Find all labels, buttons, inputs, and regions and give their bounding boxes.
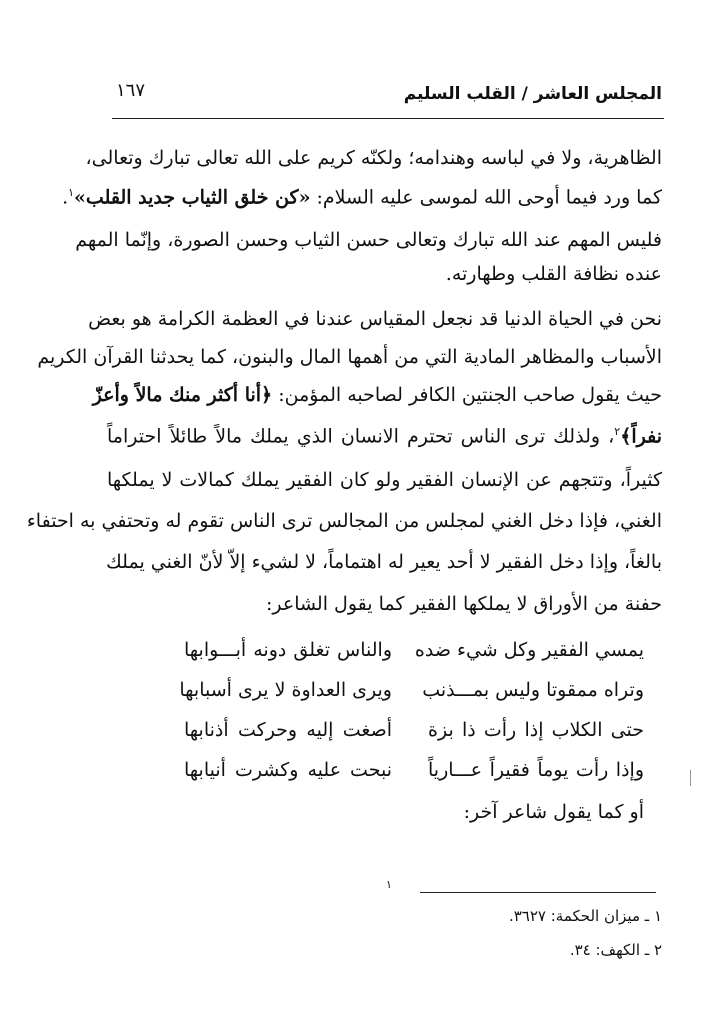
body-line-7-text: حيث يقول صاحب الجنتين الكافر لصاحبه المؤمن: <box>272 384 662 406</box>
verse-4-second: نبحت عليه وكشرت أنيابها <box>184 759 392 781</box>
body-line-8 <box>107 420 662 448</box>
footnote-1: ١ ـ ميزان الحكمة: ٣٦٢٧. <box>508 907 662 925</box>
body-line-12: حفنة من الأوراق لا يملكها الفقير كما يقول الشاعر: <box>265 593 662 615</box>
footnote-divider-mark: ١ <box>386 878 392 891</box>
quran-quote-end: نفراً﴾ <box>620 425 662 448</box>
body-line-4: عنده نظافة القلب وطهارته. <box>445 263 662 285</box>
verse-3-second: أصغت إليه وحركت أذنابها <box>184 719 392 741</box>
closing-line: أو كما يقول شاعر آخر: <box>463 801 644 823</box>
body-line-3: فليس المهم عند الله تبارك وتعالى حسن الثياب وحسن الصورة، وإنّما المهم <box>75 229 662 251</box>
verse-1-second: والناس تغلق دونه أبـــوابها <box>184 639 392 661</box>
body-line-8-text: ، ولذلك ترى الناس تحترم الانسان الذي يملك مالاً طائلاً احتراماً <box>107 425 615 448</box>
body-line-2-text: كما ورد فيما أوحى الله لموسى عليه السلام: <box>310 186 662 209</box>
footnote-ref-2: ٢ <box>614 425 621 438</box>
header-divider <box>112 118 664 119</box>
verse-4-first: وإذا رأت يوماً فقيراً عـــارياً <box>428 759 644 781</box>
margin-mark <box>690 770 691 786</box>
body-line-7 <box>92 383 662 407</box>
body-line-11: بالغاً، وإذا دخل الفقير لا أحد يعير له اهتماماً، لا لشيء إلاّ لأنّ الغني يملك <box>106 551 662 573</box>
body-line-2-end: . <box>62 186 69 209</box>
verse-2-first: وتراه ممقوتا وليس بمـــذنب <box>422 679 644 701</box>
footnote-divider <box>420 892 656 893</box>
footnote-2: ٢ ـ الكهف: ٣٤. <box>569 941 662 959</box>
quran-quote-start: ﴿أنا أكثر منك مالاً وأعزّ <box>92 384 273 406</box>
verse-3-first: حتى الكلاب إذا رأت ذا بزة <box>428 719 644 741</box>
page-number: ١٦٧ <box>116 80 146 101</box>
running-header-title: المجلس العاشر / القلب السليم <box>403 84 662 104</box>
body-line-9: كثيراً، وتتجهم عن الإنسان الفقير ولو كان الفقير يملك كمالات لا يملكها <box>107 469 662 491</box>
verse-2-second: ويرى العداوة لا يرى أسبابها <box>179 679 392 701</box>
hadith-quote: «كن خلق الثياب جديد القلب» <box>74 186 311 209</box>
verse-1-first: يمسي الفقير وكل شيء ضده <box>414 639 644 661</box>
body-line-2 <box>62 181 662 209</box>
body-line-1: الظاهرية، ولا في لباسه وهندامه؛ ولكنّه كريم على الله تعالى تبارك وتعالى، <box>85 147 662 169</box>
footnote-ref-1: ١ <box>68 186 75 199</box>
body-line-6: الأسباب والمظاهر المادية التي من أهمها المال والبنون، كما يحدثنا القرآن الكريم <box>37 346 662 368</box>
body-line-10: الغني، فإذا دخل الغني لمجلس من المجالس ترى الناس تقوم له وتحتفي به احتفاء <box>26 510 662 532</box>
body-line-5: نحن في الحياة الدنيا قد نجعل المقياس عندنا في العظمة الكرامة هو بعض <box>88 308 662 330</box>
